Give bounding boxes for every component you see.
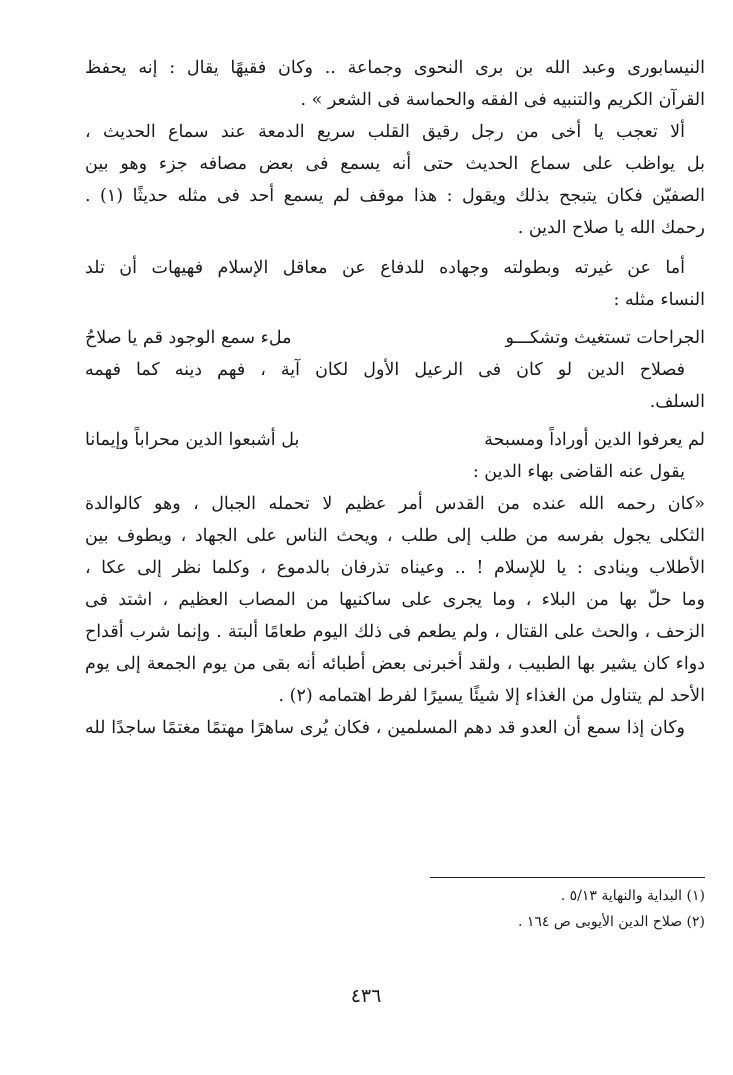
text-line: بل يواظب على سماع الحديث حتى أنه يسمع فى بعض مصافه جزء وهو بين	[85, 154, 705, 174]
verse-2	[85, 424, 705, 456]
page-number: ٤٣٦	[350, 985, 382, 1007]
quote-line: الأطلاب وينادى : يا للإسلام ! .. وعيناه تذرفان بالدموع ، وكلما نظر إلى عكا ،	[85, 558, 705, 578]
verse-second-hemistich: ملء سمع الوجود قم يا صلاحُ	[85, 328, 292, 348]
verse-first-hemistich: الجراحات تستغيث وتشكـــو	[505, 328, 705, 348]
text-line: ألا تعجب يا أخى من رجل رقيق القلب سريع الدمعة عند سماع الحديث ،	[85, 122, 685, 142]
quote-line: وما حلّ بها من البلاء ، وما يجرى على ساكنيها من المصاب العظيم ، اشتد فى	[85, 590, 705, 610]
text-line: النيسابورى وعبد الله بن برى النحوى وجماعة .. وكان فقيهًا يقال : إنه يحفظ	[85, 58, 705, 78]
footnote-divider	[430, 877, 705, 878]
verse-first-hemistich: لم يعرفوا الدين أوراداً ومسبحة	[484, 430, 705, 450]
quote-line: «كان رحمه الله عنده من القدس أمر عظيم لا تحمله الجبال ، وهو كالوالدة	[85, 494, 705, 514]
verse-1	[85, 322, 705, 354]
quote-line: الثكلى يجول بفرسه من طلب إلى طلب ، ويحث الناس على الجهاد ، ويطوف بين	[85, 526, 705, 546]
quote-line: الأحد لم يتناول من الغذاء إلا شيئًا يسيرًا لفرط اهتمامه (٢) .	[278, 686, 705, 706]
text-line: السلف.	[649, 392, 705, 412]
quote-line: دواء كان يشير بها الطبيب ، ولقد أخبرنى بعض أطبائه أنه بقى من يوم الجمعة إلى يوم	[85, 654, 705, 674]
footnote: (٢) صلاح الدين الأيوبى ص ١٦٤ .	[517, 914, 705, 930]
text-line: الصفيّن فكان يتبجح بذلك ويقول : هذا موقف لم يسمع أحد فى مثله حديثًا (١) .	[85, 186, 705, 206]
text-line: النساء مثله :	[613, 290, 705, 310]
text-line: رحمك الله يا صلاح الدين .	[517, 218, 705, 238]
footnote: (١) البداية والنهاية ٥/١٣ .	[560, 888, 705, 904]
text-line: وكان إذا سمع أن العدو قد دهم المسلمين ، فكان يُرى ساهرًا مهتمًا مغتمًا ساجدًا لله	[85, 718, 685, 738]
quote-line: الزحف ، والحث على القتال ، ولم يطعم فى ذلك اليوم طعامًا ألبتة . وإنما شرب أقداح	[85, 622, 705, 642]
main-text	[85, 52, 705, 744]
verse-second-hemistich: بل أشبعوا الدين محراباً وإيمانا	[85, 430, 300, 450]
text-line: فصلاح الدين لو كان فى الرعيل الأول لكان آية ، فهم دينه كما فهمه	[85, 360, 685, 380]
text-line: يقول عنه القاضى بهاء الدين :	[472, 462, 685, 482]
text-line: القرآن الكريم والتنبيه فى الفقه والحماسة فى الشعر » .	[300, 90, 705, 110]
footnotes	[400, 883, 705, 935]
text-line: أما عن غيرته وبطولته وجهاده للدفاع عن معاقل الإسلام فهيهات أن تلد	[85, 258, 685, 278]
